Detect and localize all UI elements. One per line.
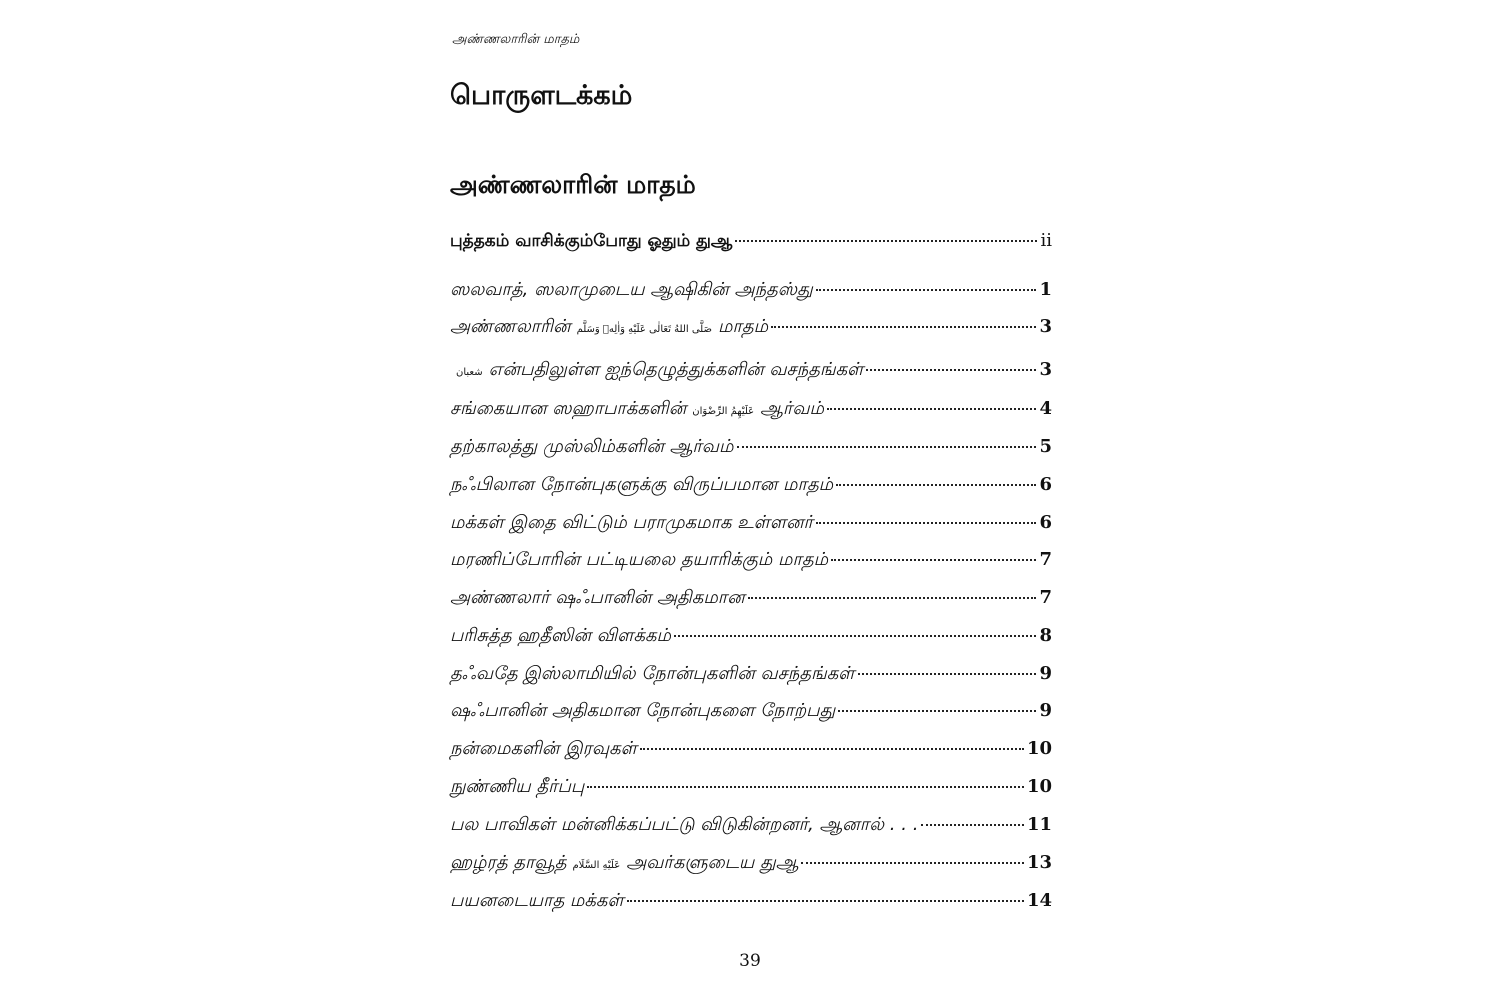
dot-leader bbox=[737, 446, 1037, 448]
toc-entry-text: மக்கள் இதை விட்டும் பராமுகமாக உள்ளனர் bbox=[450, 512, 813, 533]
dot-leader bbox=[816, 289, 1037, 291]
toc-entry-title bbox=[450, 549, 828, 572]
toc-entry-text: ஸலவாத், ஸலாமுடைய ஆஷிகின் அந்தஸ்து bbox=[450, 279, 813, 300]
dot-leader bbox=[627, 900, 1024, 902]
dot-leader bbox=[838, 710, 1036, 712]
arabic-honorific: شعبان bbox=[456, 367, 483, 378]
toc-entry[interactable] bbox=[450, 359, 1052, 387]
toc-entry-text: ஷஃபானின் அதிகமான நோன்புகளை நோற்பது bbox=[450, 700, 836, 721]
toc-entry-title bbox=[450, 700, 835, 723]
dot-leader bbox=[816, 522, 1037, 524]
toc-entry-text: பல பாவிகள் மன்னிக்கப்பட்டு விடுகின்றனர், ஆனால் . . . bbox=[450, 814, 919, 835]
toc-entry-page: 1 bbox=[1039, 279, 1052, 300]
toc-entry-page: 4 bbox=[1039, 398, 1052, 419]
toc-entry-page: 10 bbox=[1026, 738, 1052, 759]
toc-entry-suffix: மாதம் bbox=[718, 316, 769, 337]
toc-entry-page: 11 bbox=[1026, 814, 1052, 835]
arabic-honorific: عَلَيْهِمُ الرِّضْوَان bbox=[692, 406, 755, 417]
toc-entry[interactable] bbox=[450, 700, 1052, 728]
toc-entry[interactable] bbox=[450, 230, 1052, 258]
dot-leader bbox=[771, 326, 1036, 328]
toc-entry[interactable] bbox=[450, 316, 1052, 344]
toc-entry-page: ii bbox=[1040, 230, 1052, 251]
dot-leader bbox=[748, 597, 1037, 599]
toc-entry-text: தஃவதே இஸ்லாமியில் நோன்புகளின் வசந்தங்கள் bbox=[450, 663, 855, 684]
toc-entry-title bbox=[450, 436, 734, 459]
book-title: அண்ணலாரின் மாதம் bbox=[450, 170, 696, 199]
toc-title: பொருளடக்கம் bbox=[450, 80, 633, 111]
toc-entry[interactable] bbox=[450, 474, 1052, 502]
toc-entry-title bbox=[450, 474, 833, 497]
toc-entry-title bbox=[450, 814, 918, 837]
dot-leader bbox=[921, 824, 1024, 826]
toc-entry-page: 3 bbox=[1039, 316, 1052, 337]
toc-entry-page: 9 bbox=[1039, 663, 1052, 684]
toc-entry-page: 6 bbox=[1039, 512, 1052, 533]
dot-leader bbox=[735, 240, 1037, 242]
toc-entry-title bbox=[450, 316, 768, 339]
toc-entry-page: 8 bbox=[1039, 625, 1052, 646]
arabic-honorific: صَلَّى اللهُ تَعَالٰى عَلَيْهِ وَاٰلِهٖ وَسَلَّم bbox=[576, 324, 712, 335]
dot-leader bbox=[801, 862, 1023, 864]
toc-entry[interactable] bbox=[450, 890, 1052, 918]
toc-entry[interactable] bbox=[450, 625, 1052, 653]
toc-entry-page: 7 bbox=[1039, 587, 1052, 608]
dot-leader bbox=[866, 369, 1036, 371]
toc-entry-text: மரணிப்போரின் பட்டியலை தயாரிக்கும் மாதம் bbox=[450, 549, 829, 570]
toc-entry-page: 13 bbox=[1026, 852, 1052, 873]
toc-entry-suffix: அவர்களுடைய துஆ bbox=[626, 852, 799, 873]
toc-entry[interactable] bbox=[450, 279, 1052, 307]
toc-entry-title bbox=[450, 512, 813, 535]
toc-entry[interactable] bbox=[450, 512, 1052, 540]
dot-leader bbox=[674, 635, 1036, 637]
dot-leader bbox=[858, 673, 1037, 675]
toc-entry-title bbox=[450, 852, 798, 875]
dot-leader bbox=[640, 748, 1024, 750]
toc-entry-page: 5 bbox=[1039, 436, 1052, 457]
toc-entry-title bbox=[450, 738, 637, 761]
toc-entry-page: 10 bbox=[1026, 776, 1052, 797]
toc-entry-text: தற்காலத்து முஸ்லிம்களின் ஆர்வம் bbox=[450, 436, 734, 457]
toc-entry-text: அண்ணலார் ஷஃபானின் அதிகமான bbox=[450, 587, 745, 608]
toc-entry-page: 3 bbox=[1039, 359, 1052, 380]
dot-leader bbox=[587, 786, 1024, 788]
toc-entry-page: 9 bbox=[1039, 700, 1052, 721]
toc-entry[interactable] bbox=[450, 398, 1052, 426]
toc-entry-text: பயனடையாத மக்கள் bbox=[450, 890, 624, 911]
running-header: அண்ணலாரின் மாதம் bbox=[452, 32, 580, 47]
toc-entry-title bbox=[450, 398, 824, 421]
arabic-honorific: عَلَيْهِ السَّلَام bbox=[572, 860, 621, 871]
toc-entry-title bbox=[450, 625, 671, 648]
page-number: 39 bbox=[739, 951, 761, 971]
toc-entry[interactable] bbox=[450, 814, 1052, 842]
toc-entry-title bbox=[450, 890, 624, 913]
toc-entry-page: 6 bbox=[1039, 474, 1052, 495]
toc-entry[interactable] bbox=[450, 776, 1052, 804]
toc-entry-title bbox=[450, 359, 863, 382]
toc-entry-title bbox=[450, 663, 855, 686]
toc-entry-title bbox=[450, 776, 584, 799]
toc-entry-title bbox=[450, 587, 745, 610]
toc-entry-page: 7 bbox=[1039, 549, 1052, 570]
toc-entry-text: நன்மைகளின் இரவுகள் bbox=[450, 738, 637, 759]
toc-entry-page: 14 bbox=[1026, 890, 1052, 911]
toc-entry[interactable] bbox=[450, 549, 1052, 577]
toc-entry-suffix: ஆர்வம் bbox=[760, 398, 825, 419]
toc-entry[interactable] bbox=[450, 436, 1052, 464]
toc-entry-title bbox=[450, 231, 732, 253]
toc-entry-suffix: என்பதிலுள்ள ஐந்தெழுத்துக்களின் வசந்தங்கள் bbox=[488, 359, 864, 380]
dot-leader bbox=[827, 408, 1036, 410]
toc-entry-text: ஹழ்ரத் தாவூத் bbox=[450, 852, 567, 873]
toc-entry-title bbox=[450, 279, 813, 302]
dot-leader bbox=[831, 559, 1036, 561]
toc-entry-text: நுண்ணிய தீர்ப்பு bbox=[450, 776, 585, 797]
toc-entry[interactable] bbox=[450, 852, 1052, 880]
toc-entry[interactable] bbox=[450, 587, 1052, 615]
toc-entry-text: அண்ணலாரின் bbox=[450, 316, 571, 337]
toc-entry-text: புத்தகம் வாசிக்கும்போது ஓதும் துஆ bbox=[450, 231, 733, 251]
dot-leader bbox=[836, 484, 1036, 486]
toc-entry-text: நஃபிலான நோன்புகளுக்கு விருப்பமான மாதம் bbox=[450, 474, 834, 495]
toc-entry[interactable] bbox=[450, 738, 1052, 766]
toc-entry[interactable] bbox=[450, 663, 1052, 691]
toc-entry-text: பரிசுத்த ஹதீஸின் விளக்கம் bbox=[450, 625, 672, 646]
toc-entry-text: சங்கையான ஸஹாபாக்களின் bbox=[450, 398, 687, 419]
